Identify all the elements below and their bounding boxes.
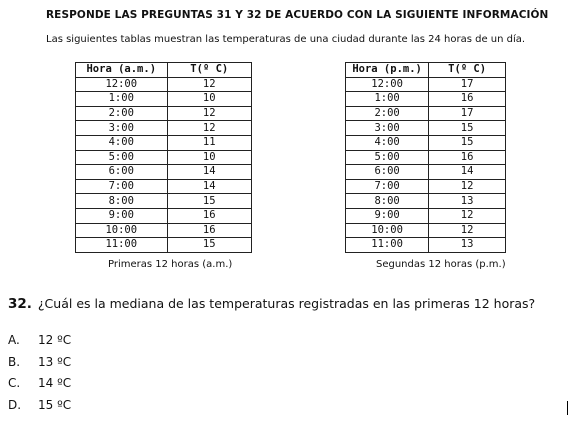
option-b[interactable] [8,355,71,369]
option-letter: D. [8,398,22,412]
hour-cell: 3:00 [76,121,168,136]
option-d[interactable] [8,398,71,412]
question-number: 32. [8,296,32,312]
hour-cell: 3:00 [346,121,429,136]
temp-cell: 11 [167,135,251,150]
temp-cell: 10 [167,150,251,165]
temp-cell: 14 [167,179,251,194]
hour-cell: 12:00 [76,77,168,92]
column-header-hour: Hora (a.m.) [76,63,168,78]
temp-cell: 12 [167,106,251,121]
option-text: 12 ºC [38,333,72,347]
column-header-hour: Hora (p.m.) [346,63,429,78]
table-row [346,92,506,107]
hour-cell: 8:00 [346,194,429,209]
temp-cell: 12 [167,121,251,136]
table-row [346,208,506,223]
table-header-row [76,63,252,78]
hour-cell: 8:00 [76,194,168,209]
table-row [76,208,252,223]
table-pm [345,62,506,253]
text-cursor [567,401,568,415]
temp-cell: 13 [429,238,506,253]
table-header-row [346,63,506,78]
section-header: RESPONDE LAS PREGUNTAS 31 Y 32 DE ACUERDO CON LA SIGUIENTE INFORMACIÓN [46,9,549,21]
option-text: 15 ºC [38,398,72,412]
column-header-temp: T(º C) [167,63,251,78]
temp-cell: 12 [429,208,506,223]
hour-cell: 6:00 [76,165,168,180]
table-row [346,194,506,209]
option-letter: C. [8,376,21,390]
temp-cell: 15 [429,121,506,136]
option-text: 13 ºC [38,355,72,369]
table-row [346,121,506,136]
hour-cell: 5:00 [346,150,429,165]
table-row [346,106,506,121]
hour-cell: 2:00 [346,106,429,121]
table-row [346,135,506,150]
temp-cell: 16 [429,150,506,165]
table-row [76,135,252,150]
table-row [346,150,506,165]
option-letter: A. [8,333,20,347]
table-row [76,77,252,92]
temp-cell: 12 [167,77,251,92]
caption-pm: Segundas 12 horas (p.m.) [376,259,506,270]
option-text: 14 ºC [38,376,72,390]
hour-cell: 5:00 [76,150,168,165]
temp-cell: 17 [429,77,506,92]
temp-cell: 16 [167,208,251,223]
hour-cell: 7:00 [76,179,168,194]
hour-cell: 6:00 [346,165,429,180]
temp-cell: 10 [167,92,251,107]
table-row [346,77,506,92]
temp-cell: 15 [429,135,506,150]
table-row [76,223,252,238]
caption-am: Primeras 12 horas (a.m.) [108,259,233,270]
table-row [346,223,506,238]
temp-cell: 13 [429,194,506,209]
hour-cell: 11:00 [76,238,168,253]
table-row [346,179,506,194]
table-row [76,238,252,253]
hour-cell: 12:00 [346,77,429,92]
hour-cell: 10:00 [76,223,168,238]
hour-cell: 7:00 [346,179,429,194]
option-c[interactable] [8,376,71,390]
hour-cell: 1:00 [76,92,168,107]
hour-cell: 4:00 [346,135,429,150]
hour-cell: 10:00 [346,223,429,238]
column-header-temp: T(º C) [429,63,506,78]
table-row [76,106,252,121]
table-row [76,165,252,180]
temp-cell: 16 [429,92,506,107]
option-letter: B. [8,355,21,369]
hour-cell: 2:00 [76,106,168,121]
temp-cell: 12 [429,223,506,238]
temp-cell: 14 [167,165,251,180]
question-text: ¿Cuál es la mediana de las temperaturas registradas en las primeras 12 horas? [37,296,536,311]
temp-cell: 15 [167,238,251,253]
table-row [346,165,506,180]
hour-cell: 4:00 [76,135,168,150]
table-row [346,238,506,253]
table-row [76,150,252,165]
table-row [76,92,252,107]
table-row [76,121,252,136]
temp-cell: 17 [429,106,506,121]
temp-cell: 15 [167,194,251,209]
option-a[interactable] [8,333,71,347]
intro-text: Las siguientes tablas muestran las temperaturas de una ciudad durante las 24 horas de un día. [46,34,526,45]
question [8,296,535,312]
hour-cell: 9:00 [346,208,429,223]
temp-cell: 14 [429,165,506,180]
temp-cell: 12 [429,179,506,194]
table-row [76,194,252,209]
temp-cell: 16 [167,223,251,238]
hour-cell: 1:00 [346,92,429,107]
hour-cell: 11:00 [346,238,429,253]
hour-cell: 9:00 [76,208,168,223]
table-am [75,62,252,253]
table-row [76,179,252,194]
